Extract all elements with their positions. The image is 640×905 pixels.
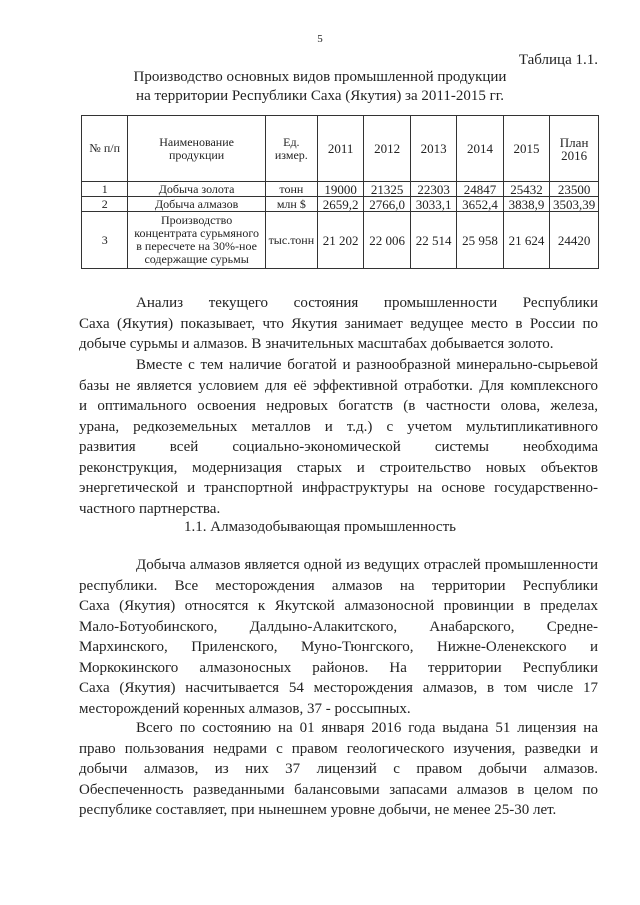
text-line: развития всей социально-экономической системы необходима [79,439,598,455]
table-label: Таблица 1.1. [518,52,598,68]
row-value: 22 006 [364,212,410,269]
header-year: 2014 [457,116,503,182]
paragraph-analysis [79,293,598,355]
text-line: энергетической и транспортной инфраструктуры на основе государственно- [79,480,598,496]
header-year: 2011 [317,116,363,182]
text-line: Саха (Якутия) относятся к Якутской алмазоносной провинции в пределах [79,598,598,614]
production-table [81,115,599,269]
caption-line-1: Производство основных видов промышленной продукции [133,69,507,85]
header-year: 2015 [503,116,549,182]
paragraph-licenses [79,718,598,821]
text-line: Саха (Якутия) показывает, что Якутия занимает ведущее место в России по [79,315,598,332]
section-title: 1.1. Алмазодобывающая промышленность [184,519,456,535]
row-num: 2 [82,197,128,212]
text-line: Обеспеченность разведанными балансовыми запасами алмазов в целом по [79,781,598,798]
row-value: 22 514 [410,212,456,269]
row-value: 25432 [503,182,549,197]
text-line: Мархинского, Приленского, Муно-Тюнгского, Нижне-Оленекского и [79,639,598,655]
text-line: Саха (Якутия) насчитывается 54 месторождения алмазов, в том числе 17 [79,680,598,696]
paragraph-resources [79,355,598,519]
table-caption [0,68,640,106]
row-unit: тыс.тонн [265,212,317,269]
text-line: право пользования недрами с правом геологического изучения, разведки и [79,740,598,757]
row-value: 21 202 [317,212,363,269]
page-number: 5 [317,33,323,45]
row-value: 24420 [550,212,599,269]
row-value: 2766,0 [364,197,410,212]
text-line: республике составляет, при нынешнем уровне добычи, не менее 25-30 лет. [79,802,557,818]
header-name: Наименование продукции [128,116,265,182]
caption-line-2: на территории Республики Саха (Якутия) за 2011-2015 гг. [136,88,504,104]
header-year: 2012 [364,116,410,182]
row-value: 21325 [364,182,410,197]
text-line: частного партнерства. [79,500,221,517]
header-year: 2013 [410,116,456,182]
text-line: Вместе с тем наличие богатой и разнообразной минерально-сырьевой [136,357,598,373]
row-num: 3 [82,212,128,269]
header-unit: Ед. измер. [265,116,317,182]
text-line: Анализ текущего состояния промышленности Республики [136,295,598,311]
table-row [82,197,599,212]
row-value: 24847 [457,182,503,197]
text-line: добыче сурьмы и алмазов. В значительных масштабах добывается золото. [79,336,554,352]
row-value: 22303 [410,182,456,197]
row-value: 2659,2 [317,197,363,212]
text-line: реконструкция, модернизация старых и строительство новых объектов [79,459,598,476]
row-value: 3838,9 [503,197,549,212]
table-row [82,212,599,269]
row-unit: тонн [265,182,317,197]
text-line: Всего по состоянию на 01 января 2016 года выдана 51 лицензия на [136,720,598,736]
row-name: Добыча алмазов [128,197,265,212]
row-value: 21 624 [503,212,549,269]
row-value: 25 958 [457,212,503,269]
row-value: 3503,39 [550,197,599,212]
row-value: 3652,4 [457,197,503,212]
row-value: 19000 [317,182,363,197]
text-line: базы не является условием для её эффективной отработки. Для комплексного [79,377,598,394]
text-line: добычи алмазов, из них 37 лицензий с правом добычи алмазов. [79,761,598,777]
row-value: 3033,1 [410,197,456,212]
paragraph-diamonds [79,555,598,719]
text-line: урана, редкоземельных металлов и т.д.) с учетом мультипликативного [79,418,598,435]
row-unit: млн $ [265,197,317,212]
row-name: Производство концентрата сурьмяного в пересчете на 30%-ное содержащие сурьмы [128,212,265,269]
row-value: 23500 [550,182,599,197]
table-header-row [82,116,599,182]
text-line: и оптимального освоения недровых богатств (в частности олова, железа, [79,398,598,414]
text-line: Добыча алмазов является одной из ведущих отраслей промышленности [136,557,598,573]
row-name: Добыча золота [128,182,265,197]
text-line: Моркокинского алмазоносных районов. На территории Республики [79,659,598,676]
row-num: 1 [82,182,128,197]
header-plan: План 2016 [550,116,599,182]
text-line: республики. Все месторождения алмазов на территории Республики [79,577,598,594]
table-row [82,182,599,197]
header-num: № п/п [82,116,128,182]
text-line: Мало-Ботуобинского, Далдыно-Алакитского, Анабарского, Средне- [79,618,598,635]
text-line: месторождений коренных алмазов, 37 - россыпных. [79,700,411,717]
